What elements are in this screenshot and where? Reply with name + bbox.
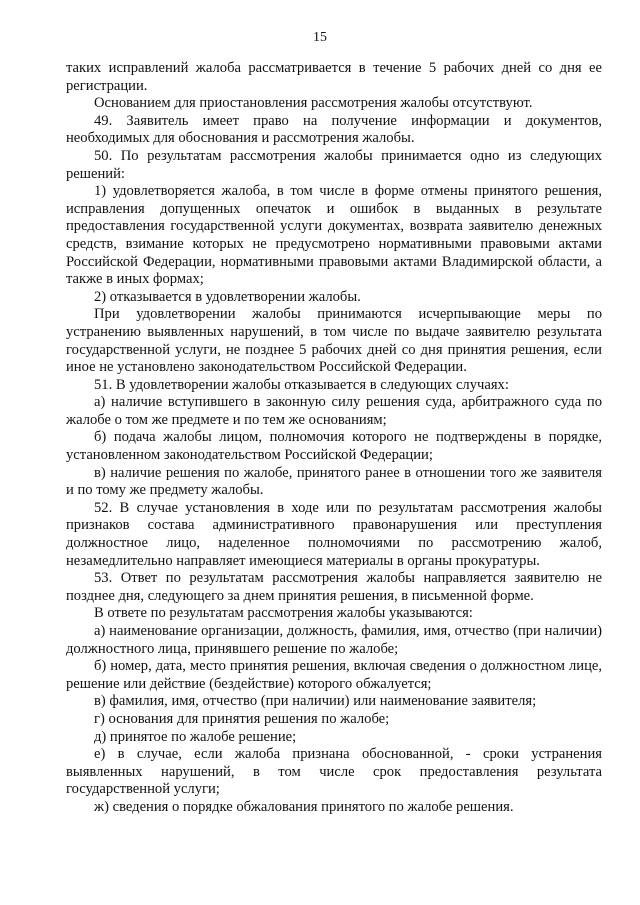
document-body (66, 60, 602, 817)
paragraph: д) принятое по жалобе решение; (94, 728, 297, 745)
paragraph: 53. Ответ по результатам рассмотрения жалобы направляется заявителю не позднее дня, следующего за днем принятия решения, в письменной форме. (66, 570, 602, 604)
paragraph: 52. В случае установления в ходе или по результатам рассмотрения жалобы признаков состава административного правонарушения или преступления должностное лицо, наделенное полномочиями по рассмотрению жалоб, незамедлительно направляет имеющиеся материалы в органы прокуратуры. (66, 499, 602, 569)
paragraph: а) наличие вступившего в законную силу решения суда, арбитражного суда по жалобе о том же предмете и по тем же основаниям; (66, 394, 602, 428)
paragraph: При удовлетворении жалобы принимаются исчерпывающие меры по устранению выявленных нарушений, в том числе по выдаче заявителю результата государственной услуги, не позднее 5 рабочих дней со дня принятия решения, если иное не установлено законодательством Российской Федерации. (66, 306, 602, 376)
paragraph: г) основания для принятия решения по жалобе; (94, 710, 390, 727)
paragraph: Основанием для приостановления рассмотрения жалобы отсутствуют. (94, 95, 533, 112)
paragraph: 50. По результатам рассмотрения жалобы принимается одно из следующих решений: (66, 147, 602, 182)
paragraph: 49. Заявитель имеет право на получение информации и документов, необходимых для обоснования и рассмотрения жалобы. (66, 112, 602, 147)
paragraph: в) фамилия, имя, отчество (при наличии) или наименование заявителя; (94, 693, 537, 710)
paragraph: е) в случае, если жалоба признана обоснованной, - сроки устранения выявленных нарушений, в том числе срок предоставления результата государственной услуги; (66, 746, 602, 798)
paragraph: в) наличие решения по жалобе, принятого ранее в отношении того же заявителя и по тому же предмету жалобы. (66, 464, 602, 499)
paragraph: 2) отказывается в удовлетворении жалобы. (94, 288, 361, 305)
paragraph: таких исправлений жалоба рассматривается в течение 5 рабочих дней со дня ее регистрации. (66, 60, 602, 94)
paragraph: б) номер, дата, место принятия решения, включая сведения о должностном лице, решение или действие (бездействие) которого обжалуется; (66, 658, 602, 692)
paragraph: б) подача жалобы лицом, полномочия которого не подтверждены в порядке, установленном законодательством Российской Федерации; (66, 429, 602, 464)
paragraph: В ответе по результатам рассмотрения жалобы указываются: (94, 605, 473, 622)
paragraph: 1) удовлетворяется жалоба, в том числе в форме отмены принятого решения, исправления допущенных опечаток и ошибок в выданных в результате предоставления государственной услуги документах, возврата заявителю денежных средств, взимание которых не предусмотрено нормативными правовыми актами Российской Федерации, нормативными правовыми актами Владимирской области, а также в иных формах; (66, 183, 602, 288)
paragraph: а) наименование организации, должность, фамилия, имя, отчество (при наличии) должностного лица, принявшего решение по жалобе; (66, 623, 602, 657)
paragraph: ж) сведения о порядке обжалования принятого по жалобе решения. (94, 798, 514, 815)
paragraph: 51. В удовлетворении жалобы отказывается в следующих случаях: (94, 376, 509, 393)
page-number: 15 (313, 30, 327, 45)
